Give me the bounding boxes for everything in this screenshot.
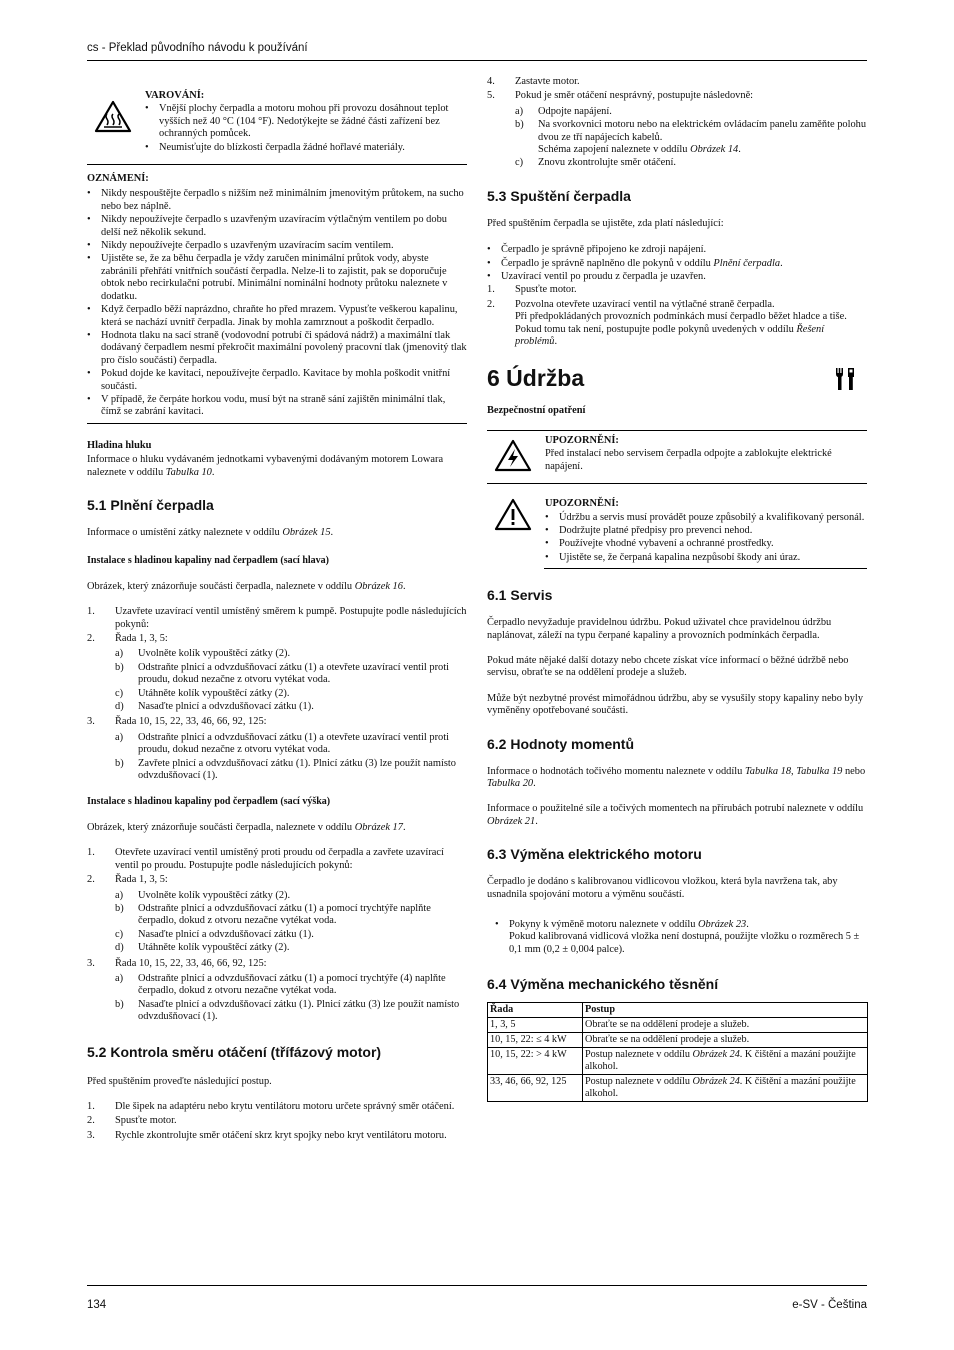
s51-sub1-intro (87, 581, 467, 593)
warning-item: • Údržbu a servis musí provádět pouze způsobilý a kvalifikovaný personál. (545, 512, 867, 524)
substep-text: Nasaďte plnicí a odvzdušňovací zátku (1). Plnicí zátku (3) lze použít namísto odvzdušňovací (1). (138, 998, 460, 1023)
substep-item (115, 999, 467, 1024)
s52-cont-steps (487, 76, 867, 170)
substep-letter: b) (515, 119, 524, 131)
step-item (87, 716, 467, 782)
step-text: Spusťte motor. (115, 1115, 177, 1127)
substep-text: Odstraňte plnicí a odvzdušňovací zátku (1) a otevřete uzavírací ventil proti proudu, dokud nezačne z otvoru vytékat voda. (138, 661, 450, 686)
substep-text: Nasaďte plnicí a odvzdušňovací zátku (1). (138, 701, 314, 713)
step-number: 2. (87, 633, 95, 644)
step-item (87, 874, 467, 954)
s62-p1-body: Informace o hodnotách točivého momentu naleznete v oddílu (487, 765, 745, 777)
substep-item (115, 903, 467, 928)
substep-letter: d) (115, 942, 124, 954)
footer-rule (87, 1285, 867, 1286)
page-number: 134 (87, 1299, 107, 1311)
substep-text: Utáhněte kolík vypouštěcí zátky (2). (138, 942, 290, 954)
substep-letter: a) (115, 648, 124, 660)
warning-item: • Dodržujte platné předpisy pro prevenci nehod. (545, 525, 867, 537)
substep-letter: a) (115, 972, 124, 984)
warning-item: • Vnější plochy čerpadla a motoru mohou při provozu dosáhnout teplot vyšších než 40 °C (104 °F). Nedotýkejte se žádné části zařízení bez ochranných pomůcek. (145, 103, 467, 140)
s51-sub1-title: Instalace s hladinou kapaliny nad čerpadlem (sací hlava) (87, 555, 329, 567)
substep-text: Utáhněte kolík vypouštěcí zátky (2). (138, 687, 290, 699)
section-5-2-title: 5.2 Kontrola směru otáčení (třífázový motor) (87, 1043, 382, 1060)
bullet-text: Čerpadlo je správně naplněno dle pokynů v oddílu (501, 257, 714, 269)
substep-extra-end: . (738, 144, 741, 156)
section-5-1-title: 5.1 Plnění čerpadla (87, 496, 214, 513)
step-number: 1. (87, 847, 95, 859)
step-extra: Při předpokládaných provozních podmínkách musí čerpadlo běžet hladce a tiše. Pokud tomu tak není, postupujte podle pokynů uvedených v oddílu (515, 311, 847, 335)
s51-sub1-intro-body: Obrázek, který znázorňuje součásti čerpadla, naleznete v oddílu (87, 580, 355, 592)
notice-label: OZNÁMENÍ: (87, 173, 149, 185)
step-text: Uzavřete uzavírací ventil umístěný směrem k pumpě. Postupujte podle následujících pokynů: (115, 606, 467, 630)
step-item (87, 606, 467, 631)
bullet-item: • Uzavírací ventil po proudu z čerpadla je uzavřen. (487, 271, 867, 283)
substep-letter: a) (115, 731, 124, 743)
divider (487, 483, 867, 484)
notice-item: • Nikdy nepoužívejte čerpadlo s uzavřeným uzavíracím sacím ventilem. (87, 240, 467, 252)
divider (87, 164, 467, 165)
step-text: Řada 10, 15, 22, 33, 46, 66, 92, 125: (115, 716, 267, 728)
step-text: Řada 1, 3, 5: (115, 874, 168, 886)
substep-letter: a) (515, 105, 524, 117)
substep-item (115, 890, 467, 902)
tools-icon (835, 367, 857, 396)
bullet-item: • Čerpadlo je správně připojeno ke zdroji napájení. (487, 244, 867, 256)
s62-ref3[interactable]: Tabulka 20 (487, 778, 534, 789)
table-row (488, 1048, 868, 1075)
step-item (487, 284, 867, 296)
table-cell: 1, 3, 5 (488, 1018, 583, 1033)
seal-replacement-table (487, 1002, 868, 1102)
section-6-1-title: 6.1 Servis (487, 587, 553, 604)
footer-doc-label: e-SV - Čeština (792, 1299, 867, 1311)
substep-letter: b) (115, 661, 124, 673)
bullet-ref[interactable]: Plnění čerpadla (713, 257, 781, 269)
substep-ref[interactable]: Obrázek 14 (690, 144, 739, 156)
hot-surface-warning-icon (94, 100, 132, 137)
substep-text: Odstraňte plnicí a odvzdušňovací zátku (1) a pomocí trychtýře naplňte čerpadlo, dokud z otvoru nezačne vytékat voda. (138, 902, 431, 927)
section-6-2-title: 6.2 Hodnoty momentů (487, 735, 635, 752)
substep-letter: d) (115, 701, 124, 713)
step-number: 5. (487, 90, 495, 102)
s62-p2-body: Informace o použitelné síle a točivých momentech na přírubách potrubí naleznete v oddílu (487, 803, 864, 815)
step-text: Dle šipek na adaptéru nebo krytu ventilátoru motoru určete správný směr otáčení. (115, 1100, 455, 1112)
warning-item: • Ujistěte se, že čerpaná kapalina nezpůsobí škody ani úraz. (545, 552, 867, 564)
s51-sub2-intro-body: Obrázek, který znázorňuje součásti čerpadla, naleznete v oddílu (87, 821, 355, 833)
cell-ref[interactable]: Obrázek 24 (692, 1076, 740, 1088)
substep-item (515, 157, 867, 169)
step-text: Řada 1, 3, 5: (115, 633, 168, 644)
s51-sub2-steps (87, 847, 467, 1023)
s52-intro: Před spuštěním proveďte následující postup. (87, 1075, 272, 1087)
s62-p2 (487, 803, 867, 828)
bullet-ref[interactable]: Obrázek 23 (698, 919, 747, 931)
noise-ref-link[interactable]: Tabulka 10 (165, 466, 212, 478)
s51-sub2-intro-end: . (402, 821, 406, 833)
substep-text: Zavřete plnicí a odvzdušňovací zátku (1). Plnicí zátku (3) lze použít namísto odvzdušňovací (1). (138, 757, 456, 782)
s62-ref1[interactable]: Tabulka 18 (744, 765, 792, 777)
table-cell (583, 1075, 868, 1102)
table-row (488, 1075, 868, 1102)
s61-p1: Čerpadlo nevyžaduje pravidelnou údržbu. Pokud uživatel chce pravidelnou údržbu naplánovat, záleží na typu čerpané kapaliny a provozních podmínkách čerpadla. (487, 617, 832, 641)
header-rule (87, 60, 867, 61)
step-item (87, 847, 467, 872)
s51-sub1-ref[interactable]: Obrázek 16 (354, 580, 403, 592)
noise-text (87, 454, 467, 479)
s62-ref4[interactable]: Obrázek 21 (487, 815, 536, 827)
warning-text: Před instalací nebo servisem čerpadla odpojte a zablokujte elektrické napájení. (545, 448, 832, 472)
substep-letter: b) (115, 757, 124, 769)
s51-sub2-ref[interactable]: Obrázek 17 (354, 821, 403, 833)
divider (87, 423, 467, 424)
notice-item: • Hodnota tlaku na sací straně (vodovodní potrubí či spádová nádrž) a maximální tlak dodávaný čerpadlem nesmí překročit maximální povolený pracovní tlak (jmenovitý tlak pro číslo součásti) čerpadla. (87, 330, 467, 367)
table-cell: Obraťte se na oddělení prodeje a služeb. (583, 1018, 868, 1033)
substep-letter: c) (115, 928, 124, 940)
s51-sub2-title: Instalace s hladinou kapaliny pod čerpadlem (sací výška) (87, 796, 331, 808)
step-text: Pozvolna otevřete uzavírací ventil na výtlačné straně čerpadla. (515, 298, 775, 310)
warning-item: • Používejte vhodné vybavení a ochranné prostředky. (545, 538, 867, 550)
step-number: 3. (87, 716, 95, 728)
substep-text: Nasaďte plnicí a odvzdušňovací zátku (1). (138, 928, 314, 940)
table-cell: Obraťte se na oddělení prodeje a služeb. (583, 1033, 868, 1048)
step-number: 2. (487, 298, 495, 310)
s62-p1 (487, 766, 867, 791)
table-row (488, 1033, 868, 1048)
step-item (87, 958, 467, 1024)
step-number: 1. (487, 284, 495, 296)
general-warning-icon (494, 498, 532, 535)
warning-box-hot (87, 90, 467, 154)
bullet-end: . (780, 257, 783, 269)
s52-steps (87, 1101, 467, 1142)
notice-item: • Pokud dojde ke kavitaci, nepoužívejte čerpadlo. Kavitace by mohla poškodit vnitřní součásti. (87, 368, 467, 393)
substep-item (115, 758, 467, 783)
bullet-text: Pokyny k výměně motoru naleznete v oddílu (509, 919, 699, 931)
bullet-item (487, 258, 867, 270)
step-item (87, 1101, 467, 1113)
s51-intro-end: . (330, 526, 334, 538)
cell-text: Postup naleznete v oddílu (585, 1049, 693, 1061)
cell-ref[interactable]: Obrázek 24 (692, 1049, 740, 1061)
s62-ref2[interactable]: Tabulka 19 (796, 765, 843, 777)
section-6-4-title: 6.4 Výměna mechanického těsnění (487, 976, 719, 993)
substep-text: Odstraňte plnicí a odvzdušňovací zátku (1) a pomocí trychtýře (4) naplňte čerpadlo, dokud z otvoru nezačne vytékat voda. (138, 972, 446, 997)
s51-sub1-steps (87, 606, 467, 782)
noise-title: Hladina hluku (87, 439, 152, 451)
s62-p2-end: . (535, 815, 538, 827)
s53-steps (487, 284, 867, 348)
s51-sub2-intro (87, 822, 467, 834)
warning-box-general (487, 498, 867, 564)
s51-sub1-intro-end: . (402, 580, 406, 592)
substep-item (115, 701, 467, 713)
divider (544, 568, 867, 569)
table-header-cell: Řada (488, 1003, 583, 1018)
noise-text-end: . (211, 466, 215, 478)
s63-p1: Čerpadlo je dodáno s kalibrovanou vidlicovou vložkou, která byla navržena tak, aby usnadnila spojování motoru a výměnu součástí. (487, 876, 838, 900)
warning-label: VAROVÁNÍ: (145, 90, 205, 101)
substep-letter: b) (115, 902, 124, 914)
right-column (487, 76, 867, 1102)
s63-bullets (495, 919, 867, 956)
notice-item: • Nikdy nepoužívejte čerpadlo s uzavřeným uzavíracím výtlačným ventilem po dobu delší než několik sekund. (87, 214, 467, 239)
substep-text: Uvolněte kolík vypouštěcí zátky (2). (138, 648, 291, 660)
step-number: 3. (87, 1129, 95, 1141)
step-text: Řada 10, 15, 22, 33, 46, 66, 92, 125: (115, 957, 267, 969)
bullet-end: . (746, 919, 749, 931)
substep-item (515, 119, 867, 156)
safety-title: Bezpečnostní opatření (487, 404, 586, 416)
table-header-cell: Postup (583, 1003, 868, 1018)
substep-item (115, 662, 467, 687)
substep-item (115, 732, 467, 757)
s53-bullets (487, 244, 867, 283)
page-header-title: cs - Překlad původního návodu k používání (87, 42, 308, 54)
s61-p2: Pokud máte nějaké další dotazy nebo chcete získat více informací o běžné údržbě nebo servisu, obraťte se na oddělení prodeje a služeb. (487, 654, 849, 679)
substep-item (515, 106, 867, 118)
step-text: Rychle zkontrolujte směr otáčení skrz kryt spojky nebo kryt ventilátoru motoru. (115, 1129, 447, 1141)
substep-letter: c) (515, 157, 524, 169)
warning-label: UPOZORNĚNÍ: (545, 434, 619, 446)
chapter-6-title (487, 365, 867, 391)
substep-text: Uvolněte kolík vypouštěcí zátky (2). (138, 889, 291, 901)
substep-letter: c) (115, 687, 124, 699)
step-number: 1. (87, 1100, 95, 1112)
substep-letter: b) (115, 998, 124, 1010)
chapter-6-title-text: 6 Údržba (487, 364, 585, 391)
step-text: Otevřete uzavírací ventil umístěný proti proudu od čerpadla a zavřete uzavírací ventil po proudu. Postupujte podle následujících pokynů: (115, 847, 444, 871)
substep-text: Odpojte napájení. (538, 105, 612, 117)
cell-text: . K čištění a mazání použijte alkohol. (585, 1076, 856, 1100)
warning-item: • Neumisťujte do blízkosti čerpadla žádné hořlavé materiály. (145, 142, 467, 154)
noise-text-body: Informace o hluku vydávaném jednotkami vybavenými dodávaným motorem Lowara naleznete v oddílu (87, 454, 444, 478)
notice-item: • V případě, že čerpáte horkou vodu, musí být na straně sání zajištěn minimální tlak, čímž se zabrání kavitaci. (87, 394, 467, 419)
step-number: 2. (87, 1115, 95, 1127)
step-number: 4. (487, 76, 495, 87)
bullet-extra: Pokud kalibrovaná vidlicová vložka není dostupná, použijte vložku o rozměrech 5 ± 0,1 mm (0,2 ± 0,004 palce). (509, 931, 860, 955)
step-item (487, 76, 867, 88)
substep-item (115, 973, 467, 998)
substep-item (115, 688, 467, 700)
notice-block (87, 173, 467, 419)
notice-item: • Nikdy nespouštějte čerpadlo s nižším než minimálním jmenovitým průtokem, na sucho nebo bez náplně. (87, 188, 467, 213)
step-extra-end: . (554, 336, 558, 348)
table-header-row (488, 1003, 868, 1018)
step-ref[interactable]: Řešení problémů (515, 323, 825, 348)
cell-text: Postup naleznete v oddílu (585, 1076, 693, 1088)
notice-item: • Když čerpadlo běží naprázdno, chraňte ho před mrazem. Vypusťte veškerou kapalinu, která se nachází uvnitř čerpadla. Jinak by mohla zamrznout a poškodit čerpadlo. (87, 304, 467, 329)
s62-sep: nebo (842, 765, 866, 777)
s62-p1-end: . (533, 778, 536, 789)
cell-text: . K čištění a mazání použijte alkohol. (585, 1049, 856, 1073)
substep-text: Znovu zkontrolujte směr otáčení. (538, 157, 676, 169)
s51-intro-ref[interactable]: Obrázek 15 (282, 526, 331, 538)
table-cell: 10, 15, 22: > 4 kW (488, 1048, 583, 1075)
s62-sep: , (791, 765, 797, 777)
step-number: 1. (87, 606, 95, 618)
substep-letter: a) (115, 889, 124, 901)
left-column (87, 76, 467, 1144)
table-cell: 10, 15, 22: ≤ 4 kW (488, 1033, 583, 1048)
divider (487, 430, 867, 431)
substep-item (115, 648, 467, 660)
s51-intro-body: Informace o umístění zátky naleznete v oddílu (87, 526, 283, 538)
substep-item (115, 929, 467, 941)
substep-item (115, 942, 467, 954)
step-item (487, 299, 867, 349)
table-cell (583, 1048, 868, 1075)
warning-box-electric (487, 435, 867, 473)
substep-text: Na svorkovnici motoru nebo na elektrickém ovládacím panelu zaměňte polohu dvou ze tří napájecích kabelů. (538, 119, 867, 143)
section-6-3-title: 6.3 Výměna elektrického motoru (487, 846, 702, 863)
step-text: Spusťte motor. (515, 284, 577, 296)
s61-p3: Může být nezbytné provést mimořádnou údržbu, aby se vysušily stopy kapaliny nebo byly vyměněny opotřebované součásti. (487, 692, 864, 717)
step-item (87, 1130, 467, 1142)
s51-intro (87, 527, 467, 539)
table-row (488, 1018, 868, 1033)
step-item (87, 1115, 467, 1127)
step-text: Pokud je směr otáčení nesprávný, postupujte následovně: (515, 90, 754, 102)
step-number: 2. (87, 874, 95, 886)
electric-hazard-icon (494, 439, 532, 476)
s53-intro: Před spuštěním čerpadla se ujistěte, zda platí následující: (487, 217, 724, 229)
step-item (487, 90, 867, 169)
step-item (87, 633, 467, 713)
warning-label: UPOZORNĚNÍ: (545, 498, 619, 510)
step-number: 3. (87, 957, 95, 969)
bullet-item (495, 919, 867, 956)
table-cell: 33, 46, 66, 92, 125 (488, 1075, 583, 1102)
notice-item: • Ujistěte se, že za běhu čerpadla je vždy zaručen minimální průtok vody, abyste zabránili přehřátí vnitřních součástí čerpadla. Nelze-li to zajistit, pak se doporučuje obtok nebo recirkulační potrubí. Minimální nominální hodnoty průtoku naleznete v dodatku. (87, 253, 467, 303)
step-text: Zastavte motor. (515, 76, 580, 87)
substep-extra: Schéma zapojení naleznete v oddílu (538, 144, 691, 156)
section-5-3-title: 5.3 Spuštění čerpadla (487, 187, 631, 204)
substep-text: Odstraňte plnicí a odvzdušňovací zátku (1) a otevřete uzavírací ventil proti proudu, dokud nezačne z otvoru vytékat voda. (138, 731, 450, 756)
